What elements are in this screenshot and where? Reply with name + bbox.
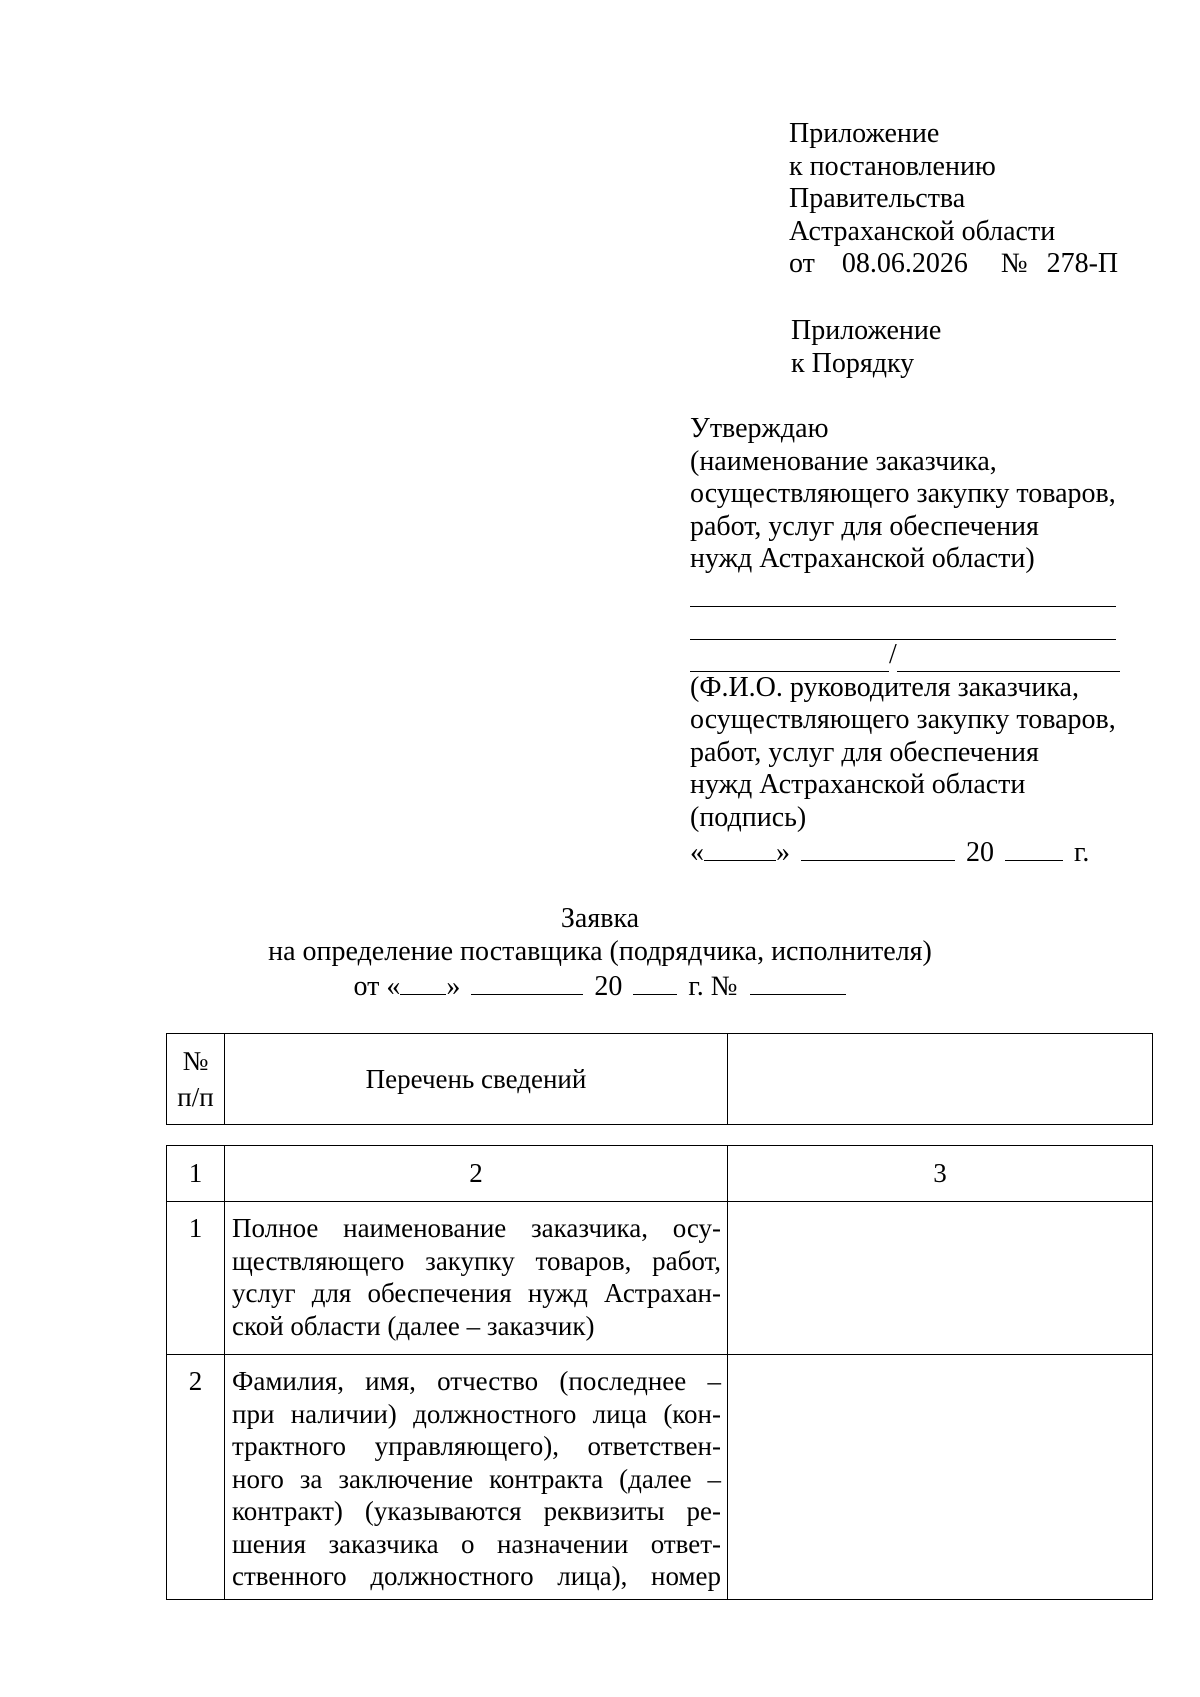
approve-title: Утверждаю xyxy=(690,413,829,444)
approve-line: нужд Астраханской области) xyxy=(690,543,1035,574)
title-from: от « xyxy=(353,971,401,1002)
title-date-line xyxy=(0,968,1200,1004)
title-number-blank xyxy=(750,968,846,995)
column-number: 1 xyxy=(167,1146,225,1202)
appendix-header xyxy=(789,118,1118,281)
day-blank xyxy=(704,834,776,861)
row-text-line: при наличии) должностного лица (кон- xyxy=(232,1398,721,1429)
row-text-line: контракт) (указываются реквизиты ре- xyxy=(232,1496,721,1526)
title-quote-close: » xyxy=(446,971,461,1002)
appendix-line: к постановлению xyxy=(789,150,996,182)
info-table xyxy=(166,1145,1153,1600)
date-prefix: от xyxy=(789,248,815,279)
row-text-line: ской области (далее – заказчик) xyxy=(232,1310,595,1341)
approve-line: работ, услуг для обеспечения xyxy=(690,510,1039,542)
fio-blank xyxy=(897,643,1120,672)
month-blank xyxy=(801,834,955,861)
fio-caption: нужд Астраханской области xyxy=(690,769,1026,800)
header-table xyxy=(166,1033,1153,1125)
signature-blank xyxy=(690,643,889,672)
document-title xyxy=(0,903,1200,1004)
resolution-date: 08.06.2026 xyxy=(841,248,968,279)
title-year-prefix: 20 xyxy=(594,971,623,1002)
row-value xyxy=(728,1355,1153,1600)
title-year-suffix: г. № xyxy=(688,971,738,1002)
approve-line: осуществляющего закупку товаров, xyxy=(690,478,1116,509)
header-num-pp: п/п xyxy=(177,1082,214,1112)
resolution-number: 278-П xyxy=(1046,248,1119,279)
row-text-line: трактного управляющего), ответствен- xyxy=(232,1431,721,1461)
approval-block xyxy=(690,413,1120,870)
number-sign: № xyxy=(1000,248,1028,279)
appendix-line: Астраханской области xyxy=(789,215,1056,247)
row-number: 2 xyxy=(167,1355,225,1600)
header-row xyxy=(167,1034,1153,1125)
order-appendix-line: Приложение xyxy=(791,315,942,346)
title-line: Заявка xyxy=(560,903,640,934)
row-text-line: ного за заключение контракта (далее – xyxy=(232,1463,721,1494)
row-text-line: услуг для обеспечения нужд Астрахан- xyxy=(232,1278,721,1308)
order-appendix xyxy=(791,315,941,380)
header-num-cell xyxy=(167,1034,225,1125)
title-year-blank xyxy=(633,968,677,995)
fio-caption: осуществляющего закупку товаров, xyxy=(690,704,1116,735)
signature-caption: (подпись) xyxy=(690,801,807,833)
customer-name-blank xyxy=(690,576,1116,607)
row-value xyxy=(728,1202,1153,1355)
title-subline: на определение поставщика (подрядчика, исполнителя) xyxy=(268,935,932,967)
row-text-line: Полное наименование заказчика, осу- xyxy=(232,1213,721,1243)
appendix-line: Приложение xyxy=(789,118,940,149)
year-suffix: г. xyxy=(1074,837,1090,868)
header-value-cell xyxy=(728,1034,1153,1125)
table-row xyxy=(167,1355,1153,1600)
row-text-line: шения заказчика о назначении ответ- xyxy=(232,1528,721,1559)
customer-name-blank xyxy=(690,609,1116,640)
row-description xyxy=(225,1202,728,1355)
row-text-line: ственного должностного лица), номер xyxy=(232,1561,721,1591)
header-num-sign: № xyxy=(182,1046,209,1076)
year-blank xyxy=(1005,834,1063,861)
column-number-row xyxy=(167,1146,1153,1202)
appendix-line: Правительства xyxy=(789,183,966,214)
approve-line: (наименование заказчика, xyxy=(690,445,997,477)
quote-open: « xyxy=(690,837,704,868)
title-month-blank xyxy=(471,968,583,995)
column-number: 3 xyxy=(728,1146,1153,1202)
year-prefix: 20 xyxy=(966,837,994,868)
row-number: 1 xyxy=(167,1202,225,1355)
header-list-cell: Перечень сведений xyxy=(225,1034,728,1125)
row-description xyxy=(225,1355,728,1600)
approval-date-line xyxy=(690,834,1120,870)
order-appendix-line: к Порядку xyxy=(791,347,915,379)
table-row xyxy=(167,1202,1153,1355)
signature-row xyxy=(690,640,1120,672)
row-text-line: Фамилия, имя, отчество (последнее – xyxy=(232,1366,721,1396)
resolution-date-line xyxy=(789,248,1118,281)
signature-separator: / xyxy=(889,639,897,670)
row-text-line: ществляющего закупку товаров, работ, xyxy=(232,1245,721,1276)
column-number: 2 xyxy=(225,1146,728,1202)
fio-caption: работ, услуг для обеспечения xyxy=(690,736,1039,768)
fio-caption: (Ф.И.О. руководителя заказчика, xyxy=(690,671,1079,703)
title-day-blank xyxy=(400,968,446,995)
quote-close: » xyxy=(776,837,790,868)
